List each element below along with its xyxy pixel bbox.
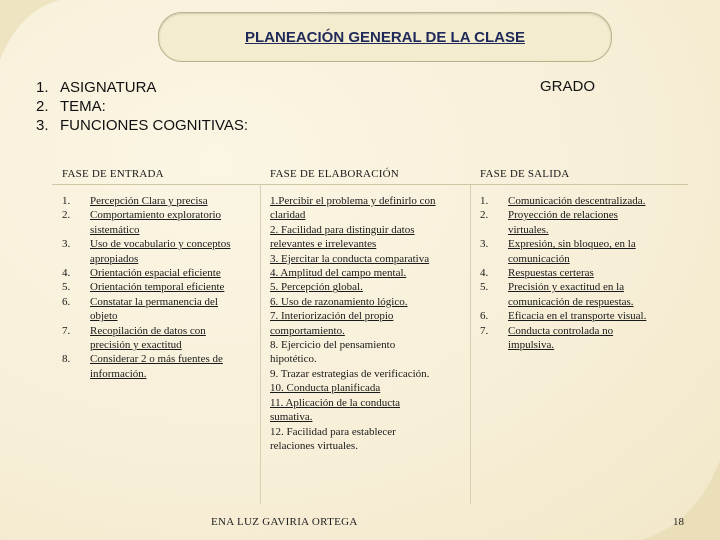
elaboracion-text: 12. Facilidad para establecer (270, 425, 396, 438)
elaboracion-line (270, 367, 466, 381)
elaboracion-line (270, 309, 466, 323)
elaboracion-text: hipotético. (270, 353, 317, 366)
elaboracion-text: 1.Percibir el problema y definirlo con (270, 195, 436, 207)
item-text: Respuestas certeras (508, 267, 594, 280)
grado-label: GRADO (540, 78, 596, 95)
item-text: Proyección de relaciones (508, 209, 618, 222)
item-text: apropiados (90, 252, 139, 265)
item-text: comunicación (508, 252, 570, 265)
item-number: 8. (62, 353, 71, 366)
item-text: Orientación espacial eficiente (90, 267, 221, 280)
item-text: Comunicación descentralizada. (508, 195, 646, 207)
list-item (480, 194, 680, 208)
elaboracion-line (270, 252, 466, 266)
item-text: Percepción Clara y precisa (90, 195, 208, 207)
list-number: 2. (36, 98, 49, 115)
item-text: Recopilación de datos con (90, 324, 206, 337)
elaboracion-text: 6. Uso de razonamiento lógico. (270, 295, 408, 308)
item-number: 4. (62, 267, 71, 280)
list-item (62, 237, 254, 266)
list-number: 1. (36, 79, 49, 96)
item-text: Comportamiento exploratorio (90, 209, 222, 222)
list-number: 3. (36, 117, 49, 134)
item-number: 2. (62, 209, 71, 222)
item-text: Constatar la permanencia del (90, 295, 218, 308)
item-number: 2. (480, 209, 489, 222)
list-item (62, 266, 254, 280)
list-item (480, 208, 680, 237)
item-number: 4. (480, 267, 489, 280)
column-elaboracion (270, 194, 466, 453)
item-number: 5. (480, 281, 489, 294)
list-item (480, 309, 680, 323)
list-item (62, 280, 254, 294)
item-text: información. (90, 367, 147, 380)
list-item (480, 237, 680, 266)
page-title: PLANEACIÓN GENERAL DE LA CLASE (244, 29, 526, 46)
elaboracion-text: 9. Trazar estrategias de verificación. (270, 367, 430, 380)
footer-author: ENA LUZ GAVIRIA ORTEGA (211, 516, 358, 528)
elaboracion-text: 3. Ejercitar la conducta comparativa (270, 252, 430, 265)
elaboracion-text: relaciones virtuales. (270, 439, 358, 452)
elaboracion-text: claridad (270, 209, 306, 222)
item-number: 7. (62, 324, 71, 337)
elaboracion-text: 7. Interiorización del propio (270, 310, 394, 323)
elaboracion-line (270, 425, 466, 439)
elaboracion-text: 8. Ejercicio del pensamiento (270, 339, 396, 352)
elaboracion-line (270, 266, 466, 280)
column-entrada (62, 194, 254, 381)
item-text: virtuales. (508, 223, 549, 236)
title-box (158, 12, 612, 62)
elaboracion-line (270, 223, 466, 237)
item-text: Precisión y exactitud en la (508, 281, 625, 294)
list-text: FUNCIONES COGNITIVAS: (60, 117, 249, 134)
column-divider (260, 184, 261, 504)
elaboracion-text: 5. Percepción global. (270, 281, 363, 294)
item-number: 5. (62, 281, 71, 294)
elaboracion-line (270, 194, 466, 208)
elaboracion-line (270, 237, 466, 251)
elaboracion-line (270, 280, 466, 294)
item-number: 6. (62, 295, 71, 308)
item-text: objeto (90, 310, 118, 323)
elaboracion-text: 10. Conducta planificada (270, 382, 381, 395)
item-text: sistemático (90, 223, 140, 236)
table-header-row (52, 160, 688, 185)
elaboracion-line (270, 439, 466, 453)
phases-table (52, 160, 688, 512)
page-number: 18 (673, 516, 684, 528)
list-item (480, 324, 680, 353)
top-list (36, 78, 248, 135)
list-item (62, 352, 254, 381)
list-text: TEMA: (60, 98, 106, 115)
list-item (36, 116, 248, 135)
item-text: Orientación temporal eficiente (90, 281, 225, 294)
list-item (36, 78, 248, 97)
elaboracion-text: 2. Facilidad para distinguir datos (270, 223, 415, 236)
elaboracion-text: 11. Aplicación de la conducta (270, 396, 401, 409)
item-number: 3. (62, 238, 71, 251)
item-number: 7. (480, 324, 489, 337)
elaboracion-line (270, 208, 466, 222)
item-text: comunicación de respuestas. (508, 295, 634, 308)
item-text: impulsiva. (508, 339, 555, 352)
item-number: 6. (480, 310, 489, 323)
list-item (62, 295, 254, 324)
item-text: precisión y exactitud (90, 339, 182, 352)
list-item (36, 97, 248, 116)
elaboracion-text: relevantes e irrelevantes (270, 238, 377, 251)
header-fase-elaboracion: FASE DE ELABORACIÓN (270, 168, 399, 180)
list-item (62, 208, 254, 237)
elaboracion-line (270, 352, 466, 366)
item-text: Expresión, sin bloqueo, en la (508, 238, 636, 251)
item-number: 1. (62, 195, 71, 207)
column-salida (480, 194, 680, 352)
item-number: 1. (480, 195, 489, 207)
elaboracion-text: 4. Amplitud del campo mental. (270, 267, 407, 280)
list-item (480, 266, 680, 280)
list-item (480, 280, 680, 309)
elaboracion-line (270, 295, 466, 309)
item-text: Eficacia en el transporte visual. (508, 310, 647, 323)
elaboracion-line (270, 396, 466, 410)
list-item (62, 194, 254, 208)
header-fase-entrada: FASE DE ENTRADA (62, 168, 164, 180)
header-fase-salida: FASE DE SALIDA (480, 168, 570, 180)
elaboracion-line (270, 324, 466, 338)
elaboracion-line (270, 410, 466, 424)
item-text: Considerar 2 o más fuentes de (90, 353, 223, 366)
item-number: 3. (480, 238, 489, 251)
elaboracion-text: comportamiento. (270, 324, 345, 337)
elaboracion-line (270, 381, 466, 395)
elaboracion-text: sumativa. (270, 411, 313, 424)
item-text: Uso de vocabulario y conceptos (90, 238, 231, 251)
elaboracion-line (270, 338, 466, 352)
list-item (62, 324, 254, 353)
list-text: ASIGNATURA (60, 79, 157, 96)
column-divider (470, 184, 471, 504)
item-text: Conducta controlada no (508, 324, 614, 337)
corner-decoration-top-left (0, 0, 60, 60)
